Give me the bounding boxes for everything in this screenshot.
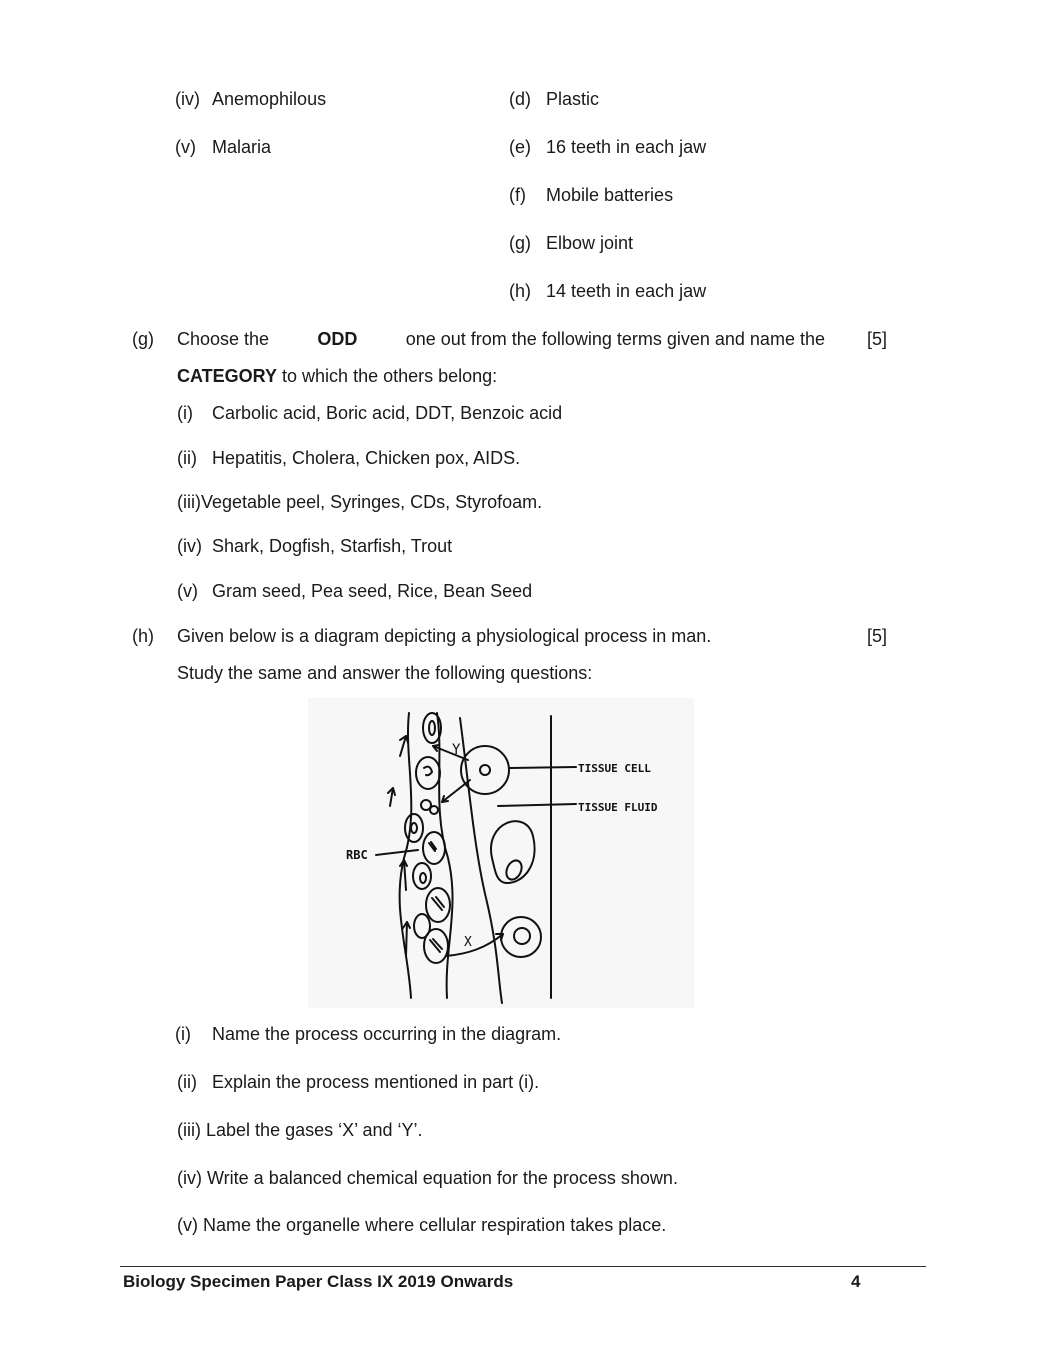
odd-emphasis: ODD [317,329,358,349]
match-right-item: (e) 16 teeth in each jaw [509,137,707,157]
match-left-item: (v) Malaria [175,137,272,157]
question-h-item: (iii) Label the gases ‘X’ and ‘Y’. [177,1120,423,1140]
question-h-marks: [5] [867,626,888,646]
gas-y-label: Y [452,742,461,758]
tissue-fluid-leader [498,804,576,806]
question-h-item: (v) Name the organelle where cellular respiration takes place. [177,1215,667,1235]
question-h-item: (i) Name the process occurring in the diagram. [175,1024,562,1044]
page-number: 4 [851,1272,861,1291]
question-g-item: (v) Gram seed, Pea seed, Rice, Bean Seed [177,581,533,601]
gas-y-arrow [433,746,468,760]
question-g-marks: [5] [867,329,888,349]
gas-y-arrow-2 [442,780,470,802]
rbc-leader [376,850,418,855]
question-h-item: (ii) Explain the process mentioned in part (i). [177,1072,540,1092]
capillary-wall-right [460,718,502,1003]
match-right-item: (d) Plastic [509,89,600,109]
footer-title: Biology Specimen Paper Class IX 2019 Onwards [123,1272,514,1291]
question-g-number: (g) [132,329,154,349]
footer-rule [120,1266,926,1267]
question-h-line-1: Given below is a diagram depicting a physiological process in man. [177,626,712,646]
gas-exchange-diagram [308,698,694,1008]
match-right-item: (h) 14 teeth in each jaw [509,281,707,301]
category-emphasis: CATEGORY [177,366,278,386]
gas-x-label: X [464,935,472,950]
rbc-label: RBC [346,848,368,862]
tissue-cells [461,746,541,957]
question-g-line-2: CATEGORY to which the others belong: [177,366,498,386]
tissue-cell-label: TISSUE CELL [578,762,651,775]
tissue-fluid-label: TISSUE FLUID [578,801,658,814]
match-right-item: (f) Mobile batteries [509,185,674,205]
question-h-number: (h) [132,626,154,646]
question-h-line-2: Study the same and answer the following questions: [177,663,593,683]
question-g-item: (i) Carbolic acid, Boric acid, DDT, Benzoic acid [177,403,563,423]
question-h-item: (iv) Write a balanced chemical equation for the process shown. [177,1168,678,1188]
flow-arrow [406,922,407,956]
question-g-item: (iv) Shark, Dogfish, Starfish, Trout [177,536,453,556]
question-g-item: (ii) Hepatitis, Cholera, Chicken pox, AIDS. [177,448,521,468]
question-g-item: (iii)Vegetable peel, Syringes, CDs, Styrofoam. [177,492,543,512]
tissue-cell-leader [510,767,576,768]
match-right-item: (g) Elbow joint [509,233,634,253]
match-left-item: (iv) Anemophilous [175,89,327,109]
question-g-line-1: Choose the ODD one out from the following terms given and name the [177,329,825,349]
